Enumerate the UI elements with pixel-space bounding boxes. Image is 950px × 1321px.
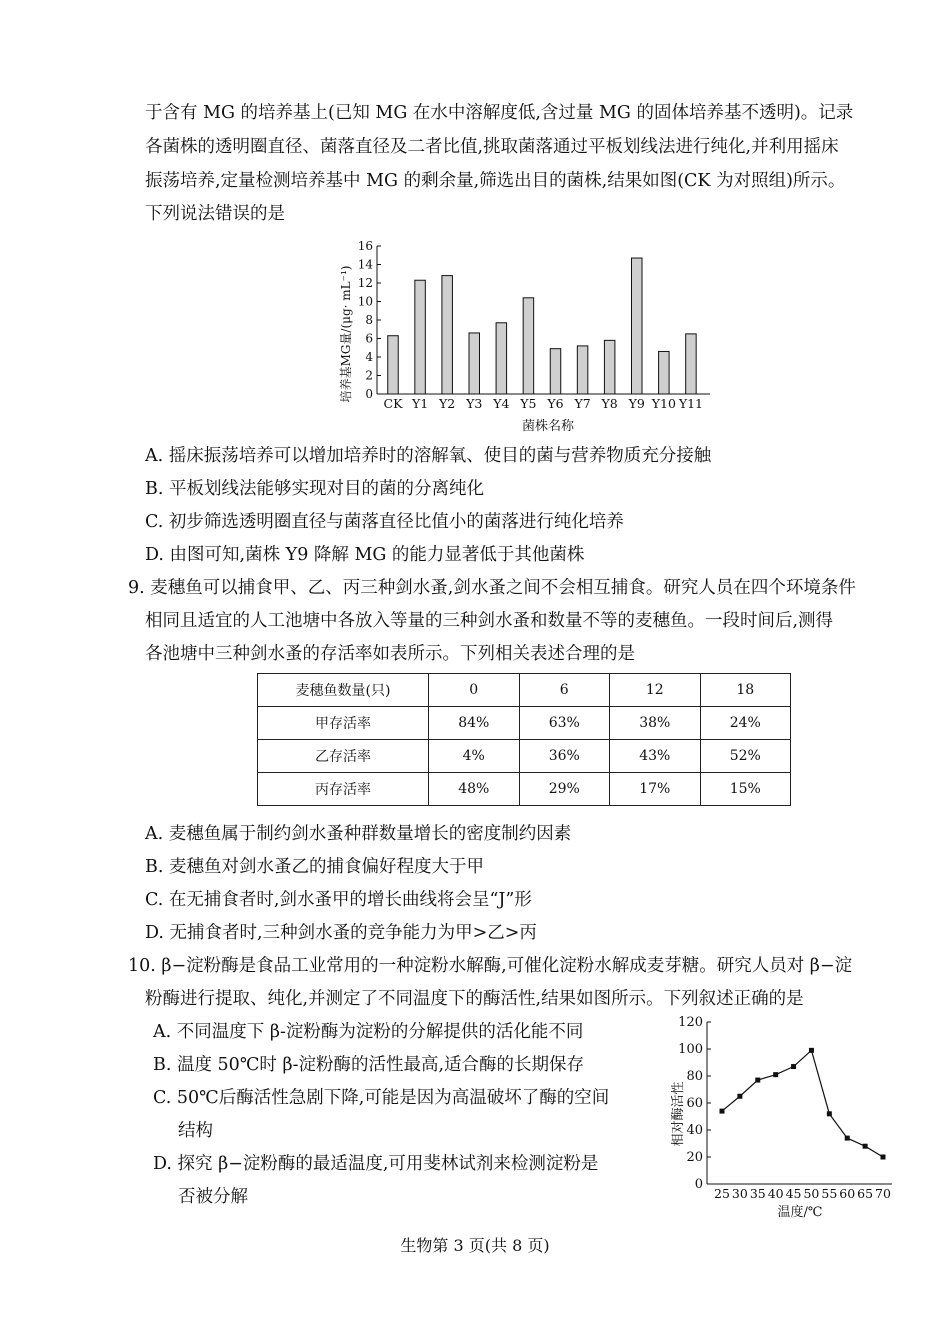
bar-chart-x-label: 菌株名称 [521,419,575,434]
line-chart-x-ticks [714,1186,891,1201]
line-chart-x-tick-label: 60 [839,1186,856,1201]
line-chart-series [722,1050,883,1157]
page-footer: 生物第 3 页(共 8 页) [400,1236,550,1255]
table-row [258,707,791,740]
line-chart-x-tick-label: 65 [857,1186,874,1201]
bar-chart-x-tick-label: Y6 [547,396,564,411]
line-chart-point [845,1136,850,1141]
q10-line-1: 10. β−淀粉酶是食品工业常用的一种淀粉水解酶,可催化淀粉水解成麦芽糖。研究人员对 β−淀 [128,956,853,976]
bar-chart-x-tick-label: CK [383,396,403,411]
bar [686,334,697,394]
bar [442,276,453,394]
line-chart-x-tick-label: 40 [767,1186,784,1201]
bar-chart-y-tick-label: 16 [357,239,373,253]
line-chart-point [881,1155,886,1160]
bar-chart-y-label: 培养基MG量/(μg· mL⁻¹) [339,265,353,403]
line-chart-point [809,1048,814,1053]
table-cell: 乙存活率 [258,740,429,773]
table-cell: 36% [519,740,610,773]
table-header-cell: 18 [700,674,791,707]
q9-option-a: A. 麦穗鱼属于制约剑水蚤种群数量增长的密度制约因素 [145,824,572,844]
bar-chart-x-ticks [384,396,703,411]
line-chart-x-label: 温度/℃ [777,1205,823,1220]
q10-option-c-cont: 结构 [178,1121,213,1141]
bar-chart-x-tick-label: Y10 [651,396,676,411]
table-header-cell: 麦穗鱼数量(只) [258,674,429,707]
bar-chart-y-tick-label: 14 [357,257,373,272]
bar-chart-x-tick-label: Y9 [628,396,645,411]
table-header-cell: 6 [519,674,610,707]
line-chart-points [720,1048,886,1160]
line-chart-point [773,1072,778,1077]
bar-chart-y-tick-label: 4 [365,350,373,364]
q8-line-4: 下列说法错误的是 [145,204,285,224]
bar [577,346,588,394]
q9-line-2: 相同且适宜的人工池塘中各放入等量的三种剑水蚤和数量不等的麦穗鱼。一段时间后,测得 [145,611,834,631]
bar-chart-x-tick-label: Y8 [601,396,618,411]
table-cell: 48% [429,773,520,806]
line-chart-point [737,1094,742,1099]
line-chart-y-tick-label: 100 [678,1042,703,1057]
bar-chart-y-tick-label: 6 [365,331,373,346]
bar-chart-x-tick-label: Y3 [466,396,483,411]
bar [550,349,561,394]
line-chart-y-tick-label: 80 [686,1069,703,1084]
table-cell: 丙存活率 [258,773,429,806]
table-cell: 24% [700,707,791,740]
q10-option-b: B. 温度 50℃时 β-淀粉酶的活性最高,适合酶的长期保存 [153,1055,585,1075]
q10-option-d: D. 探究 β−淀粉酶的最适温度,可用斐林试剂来检测淀粉是 [153,1154,599,1174]
enzyme-activity-line-chart [660,1014,900,1220]
bar-chart-x-tick-label: Y2 [439,396,456,411]
line-chart-x-tick-label: 25 [714,1186,730,1201]
table-cell: 29% [519,773,610,806]
bar [632,258,643,394]
line-chart-axes [707,1022,892,1184]
table-cell: 甲存活率 [258,707,429,740]
bar-chart-y-tick-label: 10 [357,294,373,309]
table-header-cell: 12 [610,674,701,707]
table-cell: 38% [610,707,701,740]
q9-line-3: 各池塘中三种剑水蚤的存活率如表所示。下列相关表述合理的是 [145,644,635,664]
line-chart-y-tick-label: 60 [686,1096,703,1111]
q10-option-a: A. 不同温度下 β-淀粉酶为淀粉的分解提供的活化能不同 [153,1022,584,1042]
bar-chart-x-tick-label: Y11 [678,396,704,411]
q8-option-a: A. 摇床振荡培养可以增加培养时的溶解氧、使目的菌与营养物质充分接触 [145,446,712,466]
bar [604,340,615,394]
table-cell: 63% [519,707,610,740]
bar [469,333,480,394]
table-cell: 4% [429,740,520,773]
q8-line-2: 各菌株的透明圈直径、菌落直径及二者比值,挑取菌落通过平板划线法进行纯化,并利用摇床 [145,137,839,157]
table-row [258,740,791,773]
mg-bar-chart [330,238,720,438]
q10-line-2: 粉酶进行提取、纯化,并测定了不同温度下的酶活性,结果如图所示。下列叙述正确的是 [145,989,804,1009]
line-chart-y-tick-label: 20 [686,1150,703,1165]
bar-chart-y-tick-label: 0 [365,387,373,401]
line-chart-x-tick-label: 70 [875,1186,891,1201]
table-cell: 43% [610,740,701,773]
bar [659,351,670,394]
line-chart-point [755,1078,760,1083]
line-chart-point [863,1144,868,1149]
line-chart-y-tick-label: 0 [694,1177,703,1192]
bar-chart-x-tick-label: Y4 [493,396,510,411]
bar-chart-y-ticks [358,239,381,401]
bar-chart-y-tick-label: 2 [365,368,373,383]
line-chart-y-tick-label: 120 [678,1015,703,1030]
table-cell: 17% [610,773,701,806]
q8-option-b: B. 平板划线法能够实现对目的菌的分离纯化 [145,479,484,499]
q9-line-1: 9. 麦穗鱼可以捕食甲、乙、丙三种剑水蚤,剑水蚤之间不会相互捕食。研究人员在四个环境条件 [128,578,856,598]
table-cell: 15% [700,773,791,806]
line-chart-point [827,1111,832,1116]
line-chart-x-tick-label: 45 [785,1186,802,1201]
q10-option-c: C. 50℃后酶活性急剧下降,可能是因为高温破坏了酶的空间 [153,1088,610,1108]
table-row [258,773,791,806]
bar [388,336,399,394]
line-chart-x-tick-label: 30 [731,1186,748,1201]
q9-option-b: B. 麦穗鱼对剑水蚤乙的捕食偏好程度大于甲 [145,857,484,877]
line-chart-point [791,1064,796,1069]
bar-chart-x-tick-label: Y1 [411,396,429,411]
survival-table [257,673,791,806]
q8-option-c: C. 初步筛选透明圈直径与菌落直径比值小的菌落进行纯化培养 [145,512,624,532]
line-chart-x-tick-label: 35 [749,1186,766,1201]
q10-option-d-cont: 否被分解 [178,1187,248,1207]
table-header-row [258,674,791,707]
q8-line-3: 振荡培养,定量检测培养基中 MG 的剩余量,筛选出目的菌株,结果如图(CK 为对照组)所示。 [145,171,846,191]
bar [523,298,534,394]
bar-chart-x-tick-label: Y5 [520,396,537,411]
table-cell: 52% [700,740,791,773]
bar [415,280,426,394]
bar [496,323,507,394]
q9-option-d: D. 无捕食者时,三种剑水蚤的竞争能力为甲>乙>丙 [145,923,537,943]
line-chart-x-tick-label: 50 [803,1186,820,1201]
table-cell: 84% [429,707,520,740]
bar-chart-bars [388,258,696,394]
bar-chart-y-tick-label: 12 [357,276,373,290]
line-chart-y-tick-label: 40 [686,1123,703,1138]
bar-chart-x-tick-label: Y7 [574,396,591,411]
q8-line-1: 于含有 MG 的培养基上(已知 MG 在水中溶解度低,含过量 MG 的固体培养基不透明)。记录 [145,103,854,123]
q8-option-d: D. 由图可知,菌株 Y9 降解 MG 的能力显著低于其他菌株 [145,545,585,565]
table-header-cell: 0 [429,674,520,707]
line-chart-y-label: 相对酶活性 [671,1081,686,1147]
line-chart-x-tick-label: 55 [821,1186,838,1201]
bar-chart-y-tick-label: 8 [365,313,373,327]
line-chart-point [720,1109,725,1114]
q9-option-c: C. 在无捕食者时,剑水蚤甲的增长曲线将会呈“J”形 [145,890,532,910]
